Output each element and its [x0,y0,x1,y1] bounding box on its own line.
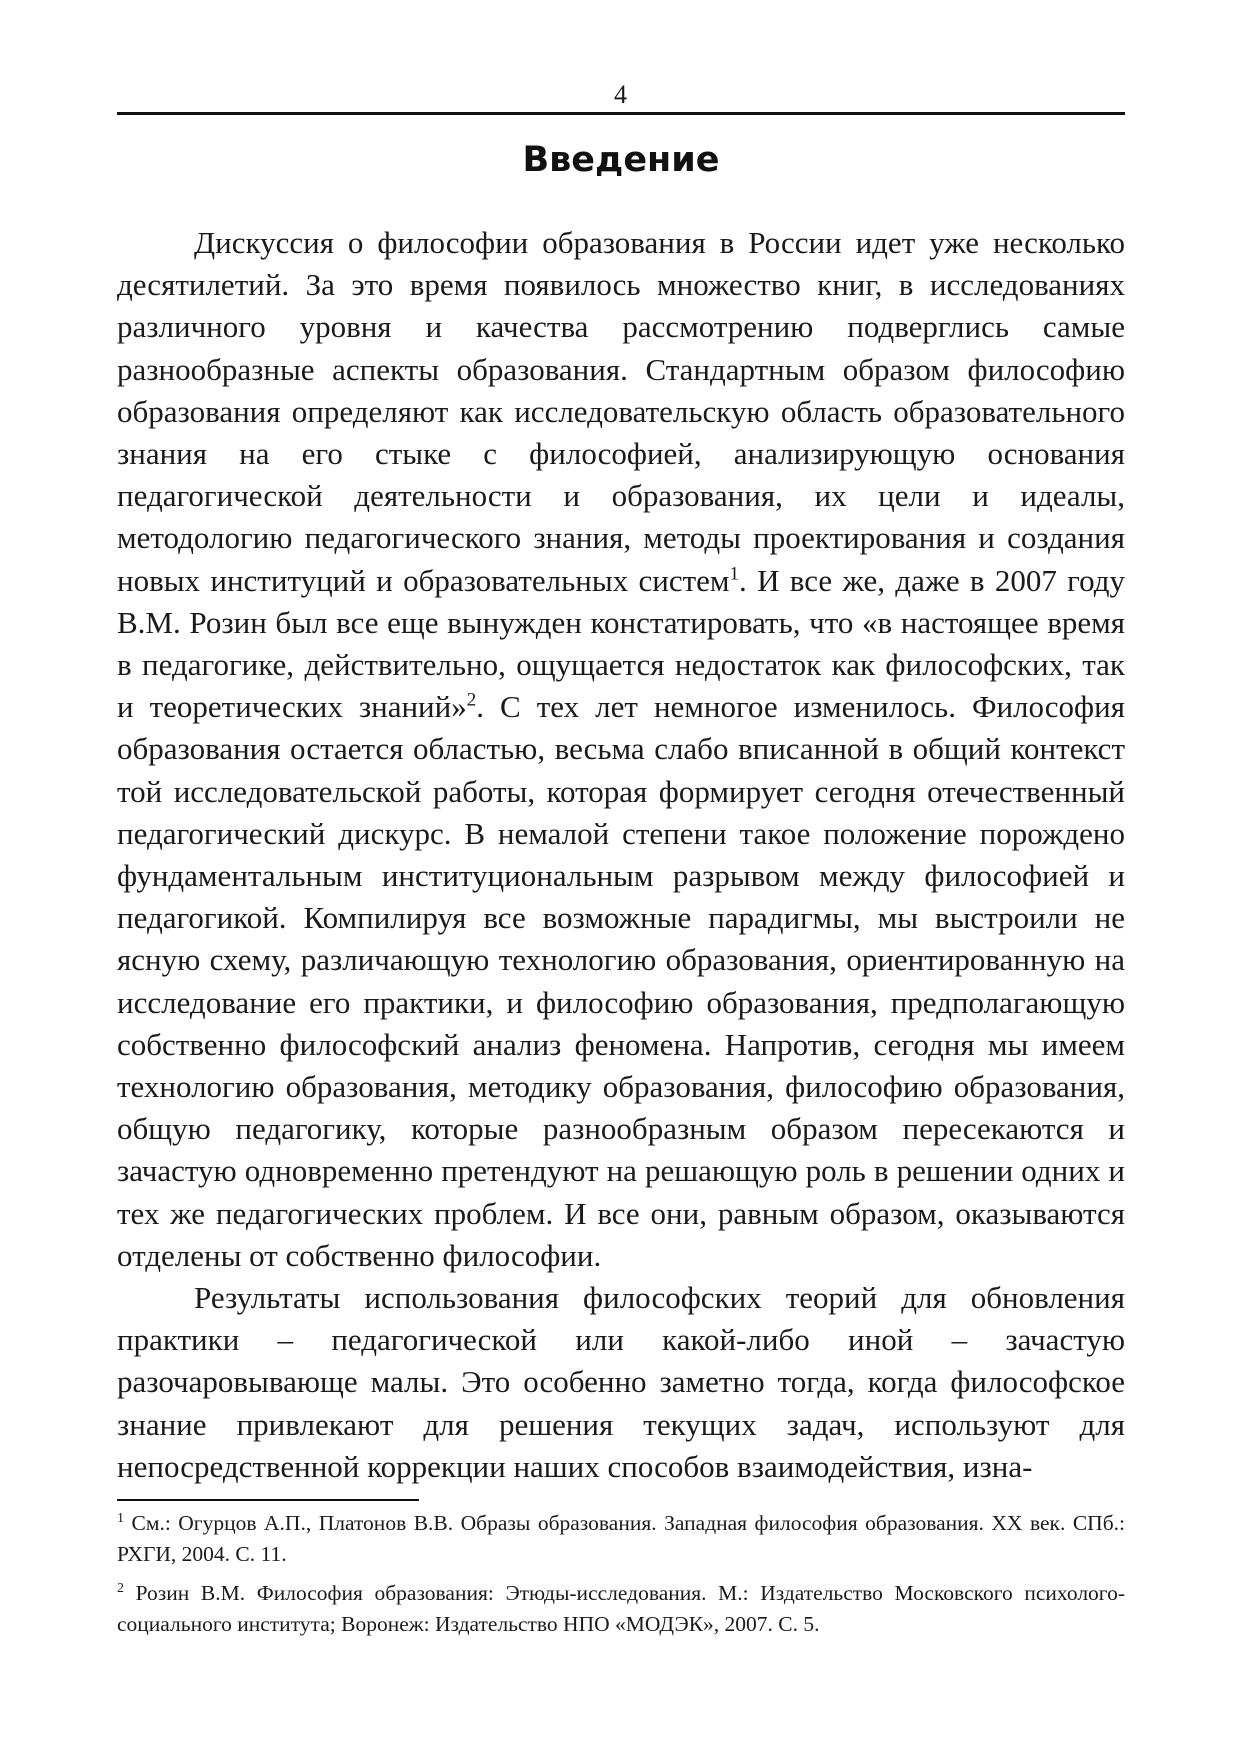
footnote-2 [117,1578,1125,1640]
paragraph-1 [117,222,1125,1277]
footnote-separator [117,1499,419,1501]
main-text [117,222,1125,1488]
footnote-1 [117,1508,1125,1570]
footnote-1-mark: 1 [117,1510,124,1526]
footnote-2-mark: 2 [117,1580,124,1596]
footnotes [117,1508,1125,1648]
footnote-1-text: См.: Огурцов А.П., Платонов В.В. Образы образования. Западная философия образования. XX век. СПб.: РХГИ, 2004. С. 11. [117,1511,1125,1566]
footnote-ref-2: 2 [466,689,477,711]
page-number: 4 [614,80,627,109]
paragraph-2: Результаты использования философских теорий для обновления практики – педагогической или какой-либо иной – зачастую разочаровывающе малы. Это особенно заметно тогда, когда философское знание привлекают для решения текущих задач, используют для непосредственной коррекции наших способов взаимодействия, изна- [117,1280,1125,1484]
chapter-title: Введение [522,140,720,180]
header-rule [117,112,1125,115]
paragraph-1-part-a: Дискуссия о философии образования в России идет уже несколько десятилетий. За это время появилось множество книг, в исследованиях различного уровня и качества рассмотрению подверглись самые разнообразные аспекты образования. Стандартным образом философию образования определяют как исследовательскую область образовательного знания на его стыке с философией, анализирующую основания педагогической деятельности и образования, их цели и идеалы, методологию педагогического знания, методы проектирования и создания новых институций и образовательных систем [117,225,1125,598]
paragraph-1-part-c: . С тех лет немногое изменилось. Философия образования остается областью, весьма слабо вписанной в общий контекст той исследовательской работы, которая формирует сегодня отечественный педагогический дискурс. В немалой степени такое положение порождено фундаментальным институциональным разрывом между философией и педагогикой. Компилируя все возможные парадигмы, мы выстроили не ясную схему, различающую технологию образования, ориентированную на исследование его практики, и философию образования, предполагающую собственно философский анализ феномена. Напротив, сегодня мы имеем технологию образования, методику образования, философию образования, общую педагогику, которые разнообразным образом пересекаются и зачастую одновременно претендуют на решающую роль в решении одних и тех же педагогических проблем. И все они, равным образом, оказываются отделены от собственно философии. [117,689,1125,1273]
footnote-ref-1: 1 [729,563,740,585]
paragraph-1-part-b: . И все же, даже в 2007 году В.М. Розин был все еще вынужден констатировать, что «в настоящее время в педагогике, действительно, ощущается недостаток как философских, так и теоретических знаний» [117,562,1125,725]
footnote-2-text: Розин В.М. Философия образования: Этюды-исследования. М.: Издательство Московского психолого-социального института; Воронеж: Издательство НПО «МОДЭК», 2007. С. 5. [117,1581,1125,1636]
